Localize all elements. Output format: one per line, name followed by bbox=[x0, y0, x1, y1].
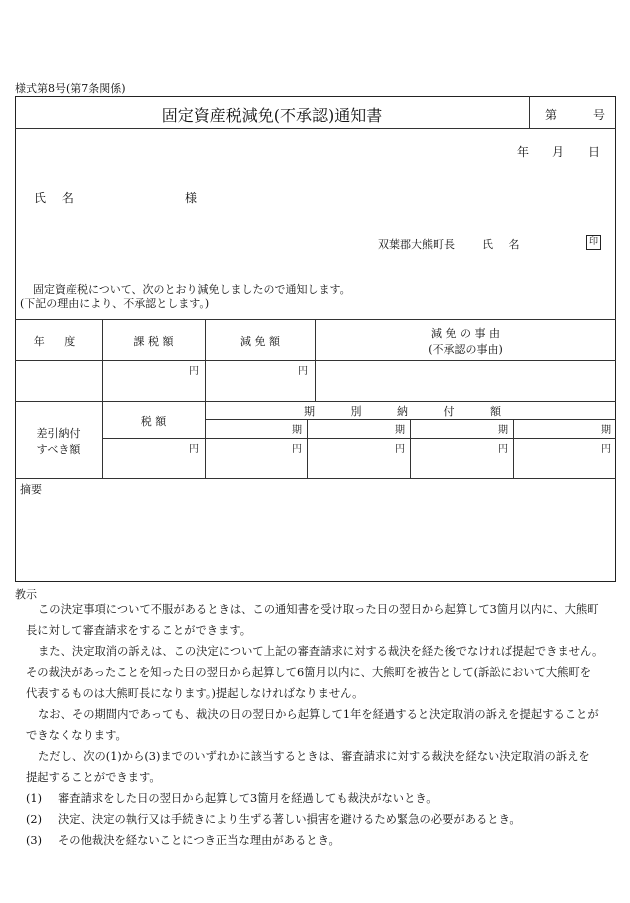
instruction-item-1-text: 審査請求をした日の翌日から起算して3箇月を経過しても裁決がないとき。 bbox=[58, 792, 438, 805]
instruction-item-3-num: (3) bbox=[26, 834, 43, 847]
addressee-honorific: 様 bbox=[185, 191, 198, 205]
number-dai: 第 bbox=[545, 108, 558, 122]
form-label: 様式第8号(第7条関係) bbox=[15, 82, 126, 95]
instruction-item-2-num: (2) bbox=[26, 813, 43, 826]
instruction-item-2-text: 決定、決定の執行又は手続きにより生ずる著しい損害を避けるため緊急の必要があるとき。 bbox=[58, 813, 521, 826]
date-day: 日 bbox=[588, 145, 601, 159]
date-month: 月 bbox=[552, 145, 565, 159]
yen-period-1: 円 bbox=[292, 444, 302, 455]
header-reason-sub: (不承認の事由) bbox=[428, 343, 503, 356]
addressee-name-label: 氏 名 bbox=[34, 191, 80, 205]
instruction-p1a: この決定事項について不服があるときは、この通知書を受け取った日の翌日から起算して3箇月以内に、大熊町 bbox=[38, 603, 599, 616]
instruction-p4a: ただし、次の(1)から(3)までのいずれかに該当するときは、審査請求に対する裁決を経ない決定取消の訴えを bbox=[38, 750, 590, 763]
yen-exemption-amount: 円 bbox=[298, 366, 308, 377]
payable-label-2: すべき額 bbox=[36, 443, 81, 456]
issuer-name-label: 氏 名 bbox=[482, 238, 526, 251]
instruction-item-3-text: その他裁決を経ないことにつき正当な理由があるとき。 bbox=[58, 834, 340, 847]
payable-label-1: 差引納付 bbox=[36, 427, 81, 440]
period-1: 期 bbox=[292, 425, 302, 436]
instruction-p2b: その裁決があったことを知った日の翌日から起算して6箇月以内に、大熊町を被告として(訴訟において大熊町を bbox=[26, 666, 592, 679]
inst-divider-3 bbox=[513, 419, 514, 478]
instruction-p2a: また、決定取消の訴えは、この決定について上記の審査請求に対する裁決を経た後でなければ提起できません。 bbox=[38, 645, 604, 658]
issuer-title: 双葉郡大熊町長 bbox=[378, 238, 455, 251]
inst-divider-1 bbox=[307, 419, 308, 478]
instruction-item-1-num: (1) bbox=[26, 792, 43, 805]
period-row-rule bbox=[102, 438, 616, 439]
instruction-p3a: なお、その期間内であっても、裁決の日の翌日から起算して1年を経過すると決定取消の訴えを提起することが bbox=[38, 708, 599, 721]
header-reason: 減 免 の 事 由 bbox=[431, 327, 500, 340]
payable-tax-label: 税 額 bbox=[140, 415, 167, 428]
installments-label: 期 別 納 付 額 bbox=[304, 405, 517, 418]
instruction-p1b: 長に対して審査請求をすることができます。 bbox=[26, 624, 252, 637]
yen-payable-tax: 円 bbox=[189, 444, 199, 455]
period-3: 期 bbox=[498, 425, 508, 436]
payable-bottom-rule bbox=[15, 478, 616, 479]
instruction-p2c: 代表するものは大熊町長になります。)提起しなければなりません。 bbox=[26, 687, 364, 700]
instruction-p3b: できなくなります。 bbox=[26, 729, 127, 742]
number-go: 号 bbox=[593, 108, 606, 122]
title-divider bbox=[529, 96, 530, 128]
instruction-p4b: 提起することができます。 bbox=[26, 771, 161, 784]
seal-stamp: 印 bbox=[586, 235, 601, 250]
header-tax-amount: 課 税 額 bbox=[133, 335, 174, 348]
intro-line-1: 固定資産税について、次のとおり減免しましたので通知します。 bbox=[33, 283, 351, 296]
title-rule bbox=[15, 128, 616, 129]
header-year: 年 度 bbox=[33, 335, 84, 348]
intro-line-2: (下記の理由により、不承認とします。) bbox=[20, 297, 210, 310]
yen-tax-amount: 円 bbox=[189, 366, 199, 377]
remarks-label: 摘要 bbox=[20, 483, 42, 496]
period-4: 期 bbox=[601, 425, 611, 436]
header-exemption-amount: 減 免 額 bbox=[240, 335, 280, 348]
yen-period-4: 円 bbox=[601, 444, 611, 455]
page-title: 固定資産税減免(不承認)通知書 bbox=[161, 106, 383, 125]
period-2: 期 bbox=[395, 425, 405, 436]
row1-bottom-rule bbox=[15, 401, 616, 402]
date-year: 年 bbox=[517, 145, 530, 159]
instructions-heading: 教示 bbox=[15, 588, 37, 601]
inst-divider-2 bbox=[410, 419, 411, 478]
yen-period-2: 円 bbox=[395, 444, 405, 455]
yen-period-3: 円 bbox=[498, 444, 508, 455]
